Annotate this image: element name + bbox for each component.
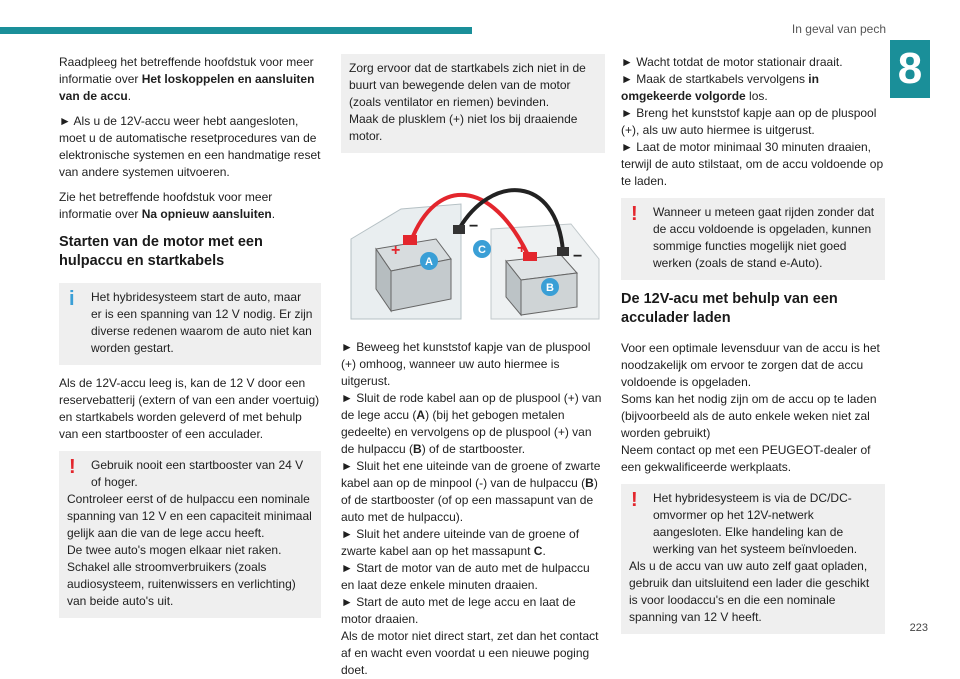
minus-sign: − [573,248,583,265]
info-box: i Het hybridesysteem start de auto, maar er is een spanning van 12 V nodig. Er zijn diverse redenen waarom de auto niet kan worden gestart. [59,283,321,365]
battery-a [376,239,451,311]
steps-list [341,339,605,679]
section-title: In geval van pech [791,22,886,36]
callout-c-label: C [478,244,486,256]
step: ► Sluit de rode kabel aan op de pluspool (+) van de lege accu (A) (bij het gebogen metalen gedeelte) en vervolgens op de pluspool (+) van de hulpaccu (B) of de startbooster. [341,391,602,456]
warning-icon: ! [631,203,638,225]
warning-icon: ! [69,456,76,478]
step: ► Beweeg het kunststof kapje van de pluspool (+) omhoog, wanneer uw auto hiermee is uitgerust. [341,340,591,388]
callout-b-label: B [546,282,554,294]
plus-sign: + [391,242,401,259]
black-clamp [453,225,465,234]
step: ► Sluit het andere uiteinde van de groene of zwarte kabel aan op het massapunt C. [341,527,580,558]
warning-box: ! Het hybridesysteem is via de DC/DC-omvormer op het 12V-netwerk aangesloten. Elke handeling kan de werking van het systeem beïnvloeden. Als u de accu van uw auto zelf gaat opladen, gebruik dan uitsluitend een lader die geschikt is voor loodaccu's en die een nominale spanning van 12 V heeft. [621,484,885,634]
step: ► Laat de motor minimaal 30 minuten draaien, terwijl de auto stilstaat, om de accu voldoende op te laden. [621,140,884,188]
step: ► Maak de startkabels vervolgens in omgekeerde volgorde los. [621,72,819,103]
paragraph: Als de 12V-accu leeg is, kan de 12 V door een reservebatterij (extern of van een ander voertuig) en startkabels worden geleverd of met behulp van een startbooster of een acculader. [59,376,320,441]
step: ► Breng het kunststof kapje aan op de pluspool (+), als uw auto hiermee is uitgerust. [621,106,877,137]
page-number: 223 [909,622,928,634]
column-1 [59,54,321,628]
section-heading: De 12V-acu met behulp van een acculader laden [621,291,838,326]
paragraph: Raadpleeg het betreffende hoofdstuk voor meer informatie over Het loskoppelen en aansluiten van de accu. [59,55,315,103]
paragraph: Voor een optimale levensduur van de accu is het noodzakelijk om ervoor te zorgen dat de accu voldoende is opgeladen. [621,341,880,389]
plus-sign: + [517,240,527,257]
minus-sign: − [469,218,479,235]
column-2 [341,54,605,679]
note-box: Zorg ervoor dat de startkabels zich niet in de buurt van bewegende delen van de motor (zoals ventilator en riemen) bevinden. Maak de plusklem (+) niet los bij draaiende motor. [341,54,605,153]
chapter-number: 8 [890,40,930,98]
section-heading: Starten van de motor met een hulpaccu en startkabels [59,234,263,269]
warning-icon: ! [631,489,638,511]
step: ► Start de auto met de lege accu en laat de motor draaien. [341,595,576,626]
jump-start-illustration [341,169,605,324]
warning-box: ! Gebruik nooit een startbooster van 24 V of hoger. Controleer eerst of de hulpaccu een nominale spanning van 12 V en een capaciteit minimaal gelijk aan die van de lege accu heeft. De twee auto's mogen elkaar niet raken. Schakel alle stroomverbruikers (zoals audiosysteem, ruitenwissers en verlichting) van beide auto's uit. [59,451,321,618]
red-clamp [403,235,417,245]
paragraph: Zie het betreffende hoofdstuk voor meer informatie over Na opnieuw aansluiten. [59,190,276,221]
step: ► Wacht totdat de motor stationair draait. [621,55,843,69]
warning-box: ! Wanneer u meteen gaat rijden zonder dat de accu voldoende is opgeladen, kunnen sommige functies mogelijk niet goed werken (zoals de stand e-Auto). [621,198,885,280]
header-accent-bar [0,27,472,34]
paragraph: Soms kan het nodig zijn om de accu op te laden (bijvoorbeeld als de auto enkele weken niet zal worden gebruikt) [621,392,877,440]
step: ► Sluit het ene uiteinde van de groene of zwarte kabel aan op de minpool (-) van de hulpaccu (B) of de startbooster (of op een massapunt van de auto met de hulpaccu). [341,459,601,524]
column-3 [621,54,885,644]
black-clamp [557,247,569,256]
step: ► Start de motor van de auto met de hulpaccu en laat deze enkele minuten draaien. [341,561,590,592]
paragraph: ► Als u de 12V-accu weer hebt aangesloten, moet u de automatische resetprocedures van de elektronische systemen en een handmatige reset van andere systemen uitvoeren. [59,114,321,179]
step: Als de motor niet direct start, zet dan het contact af en wacht even voordat u een nieuwe poging doet. [341,629,599,677]
info-icon: i [69,288,75,310]
paragraph: Neem contact op met een PEUGEOT-dealer of een gekwalificeerde werkplaats. [621,443,871,474]
callout-a-label: A [425,256,433,268]
